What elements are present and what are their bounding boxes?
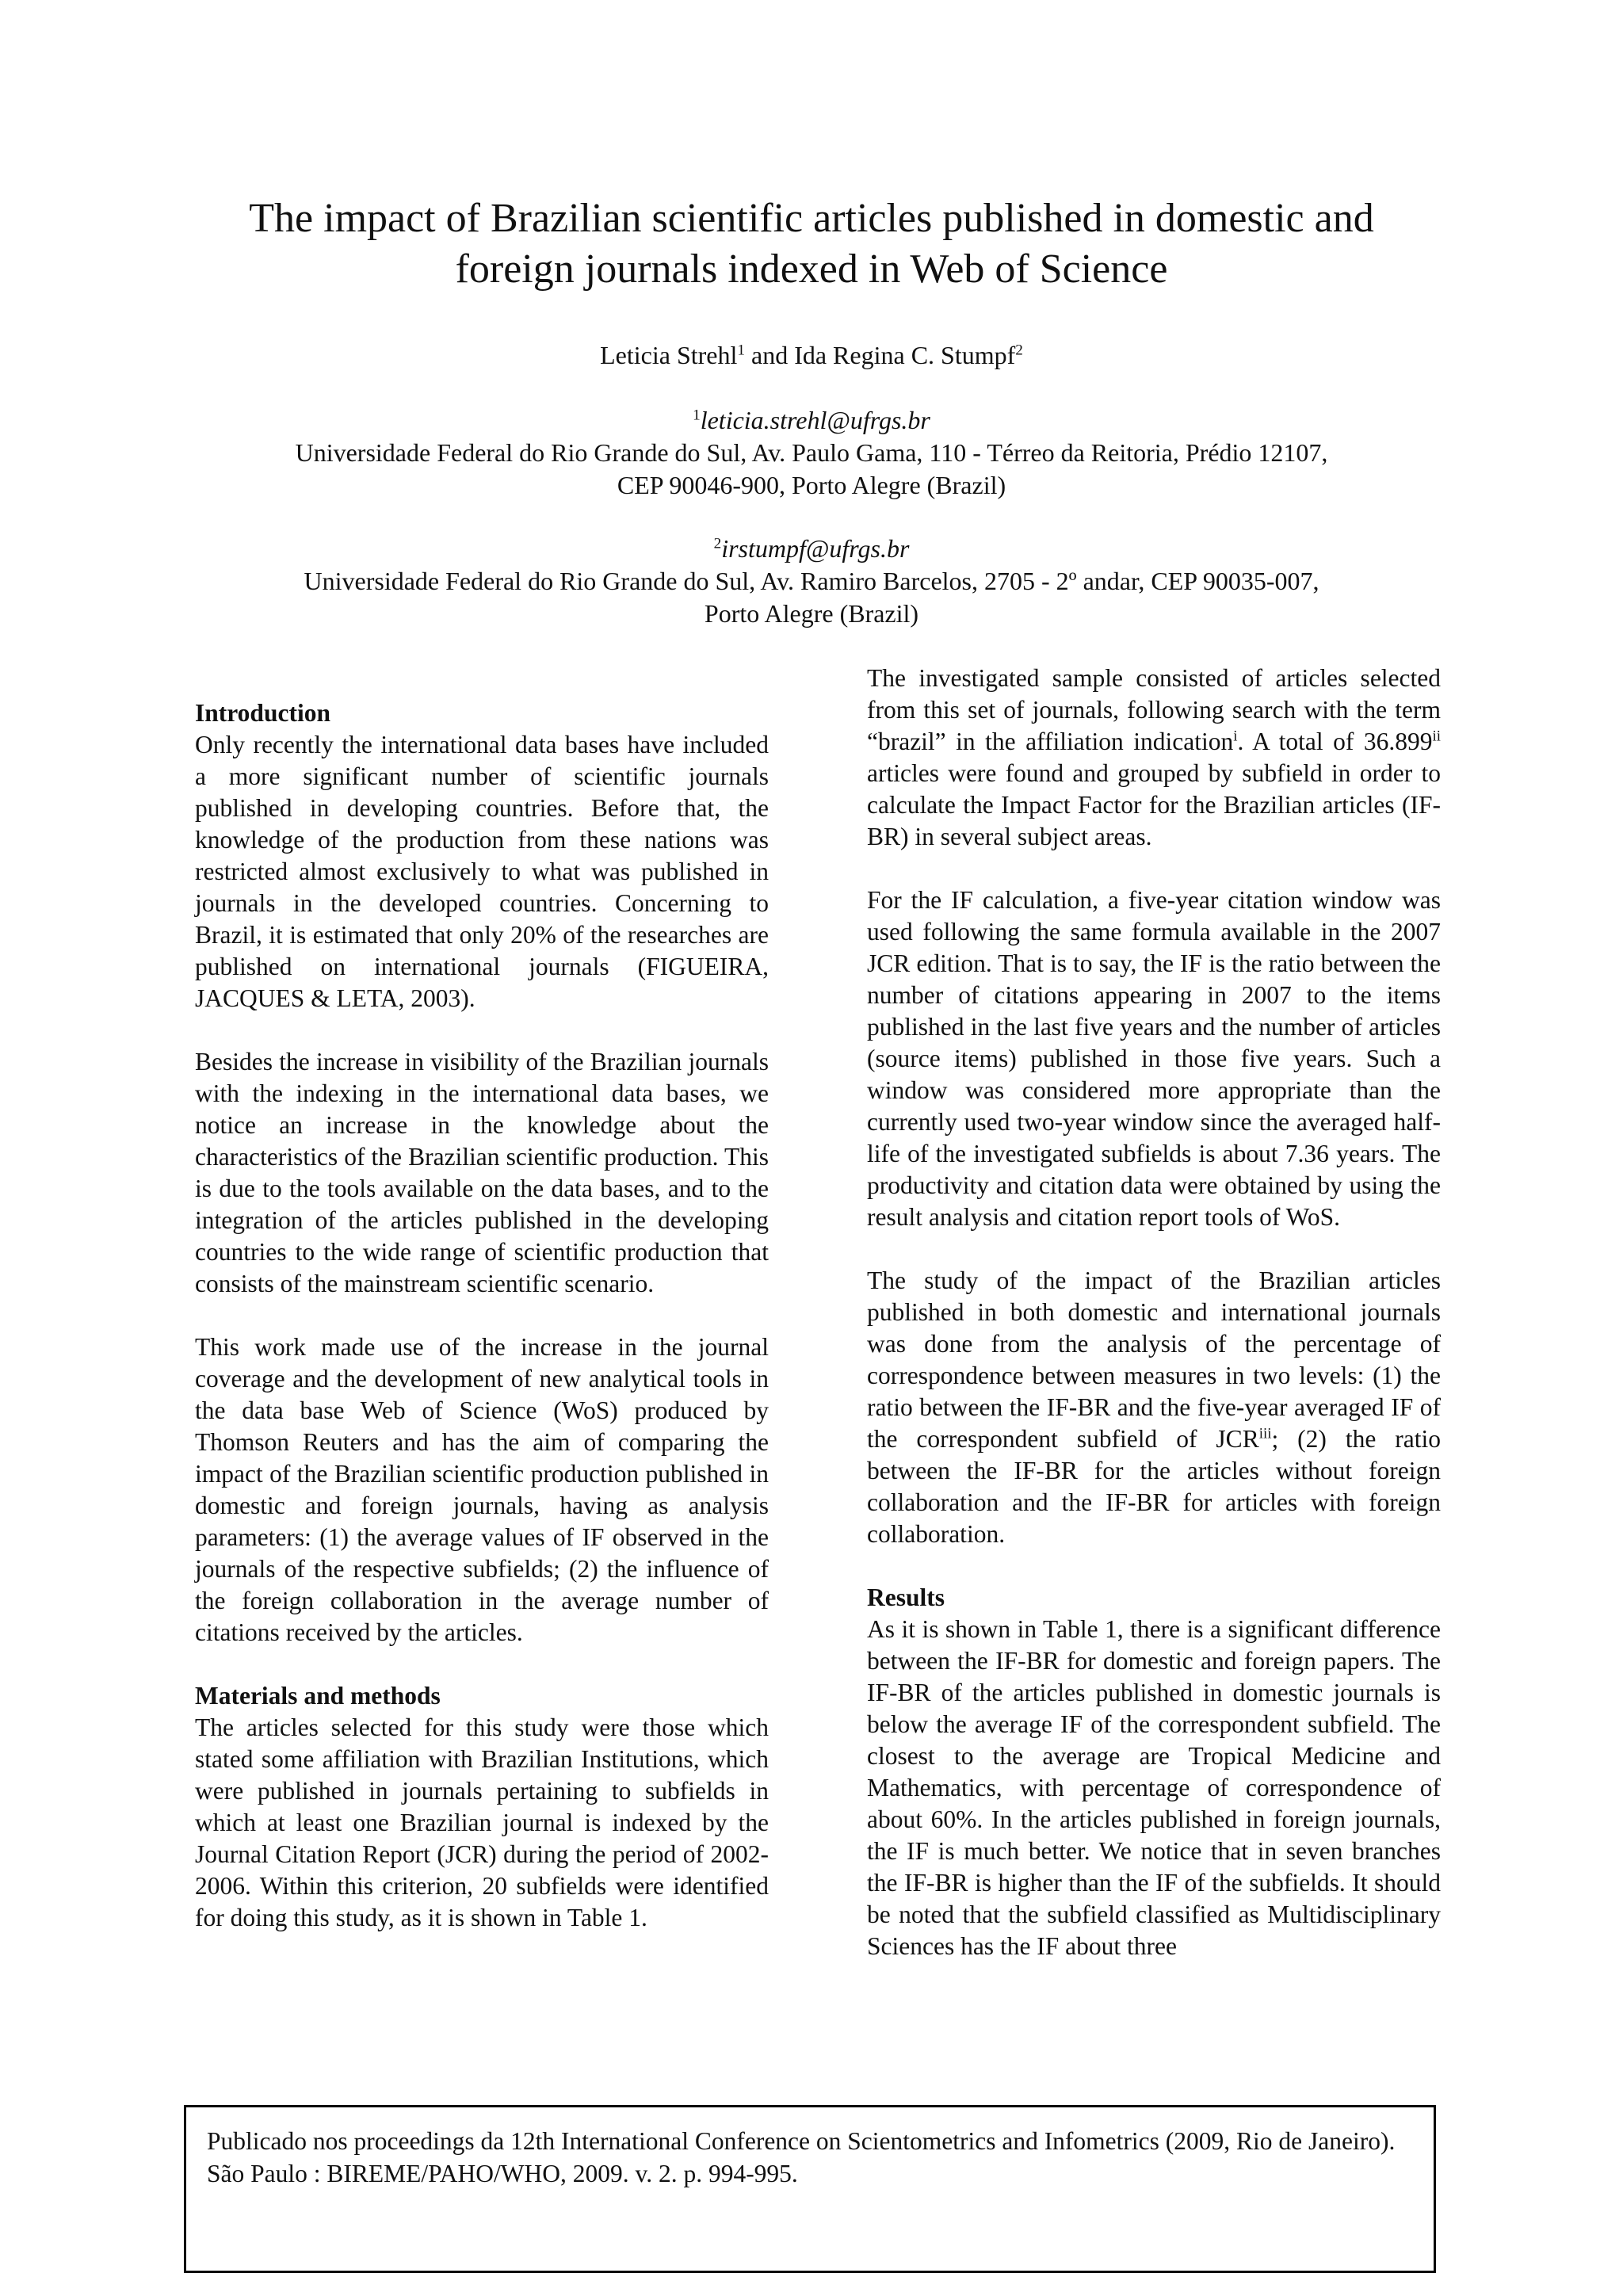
author-1-mark: 1 [737, 342, 745, 359]
left-column [195, 663, 769, 1966]
introduction-paragraph-2: Besides the increase in visibility of the Brazilian journals with the indexing in the international data bases, we notice an increase in the knowledge about the characteristics of the Brazilian scientific production. This is due to the tools available on the data bases, and to the integration of the articles published in the developing countries to the wide range of scientific production that consists of the mainstream scientific scenario. [195, 1048, 769, 1297]
affiliation-1-mark: 1 [693, 407, 701, 424]
methods-p2-part-c: articles were found and grouped by subfield in order to calculate the Impact Factor for the Brazilian articles (IF-BR) in several subject areas. [867, 759, 1441, 850]
affiliation-1-address-line-2: CEP 90046-900, Porto Alegre (Brazil) [617, 471, 1006, 499]
introduction-heading: Introduction [195, 699, 330, 727]
affiliation-2-mark: 2 [713, 535, 722, 552]
methods-paragraph-4 [867, 1265, 1441, 1550]
publication-note-text: Publicado nos proceedings da 12th International Conference on Scientometrics and Infometrics (2009, Rio de Janeiro). São Paulo : BIREME/PAHO/WHO, 2009. v. 2. p. 994-995. [207, 2127, 1396, 2187]
author-line [158, 339, 1465, 371]
methods-p2-part-a: The investigated sample consisted of articles selected from this set of journals, following search with the term “brazil” in the affiliation indication [867, 664, 1441, 755]
affiliation-1 [158, 404, 1465, 502]
affiliation-2-address-line-1: Universidade Federal do Rio Grande do Sul, Av. Ramiro Barcelos, 2705 - 2º andar, CEP 90035-007, [304, 567, 1319, 595]
affiliation-1-address-line-1: Universidade Federal do Rio Grande do Sul, Av. Paulo Gama, 110 - Térreo da Reitoria, Prédio 12107, [295, 438, 1328, 467]
methods-p4-part-a: The study of the impact of the Brazilian articles published in both domestic and international journals was done from the analysis of the percentage of correspondence between measures in two levels: (1) the ratio between the IF-BR and the five-year averaged IF of the correspondent subfield of JCR [867, 1266, 1441, 1453]
endnote-mark-i: i [1233, 728, 1238, 745]
title-line-2: foreign journals indexed in Web of Science [455, 246, 1168, 292]
affiliation-2-address-line-2: Porto Alegre (Brazil) [704, 599, 919, 628]
title-line-1: The impact of Brazilian scientific articles published in domestic and [249, 196, 1374, 241]
results-paragraph-1: As it is shown in Table 1, there is a significant difference between the IF-BR for domestic and foreign papers. The IF-BR of the articles published in domestic journals is below the average IF of the correspondent subfield. The closest to the average are Tropical Medicine and Mathematics, with percentage of correspondence of about 60%. In the articles published in foreign journals, the IF is much better. We notice that in seven branches the IF-BR is higher than the IF of the subfields. It should be noted that the subfield classified as Multidisciplinary Sciences has the IF about three [867, 1615, 1441, 1960]
paper-title [158, 193, 1465, 295]
methods-paragraph-1: The articles selected for this study were those which stated some affiliation with Brazilian Institutions, which were published in journals pertaining to subfields in which at least one Brazilian journal is indexed by the Journal Citation Report (JCR) during the period of 2002-2006. Within this criterion, 20 subfields were identified for doing this study, as it is shown in Table 1. [195, 1713, 769, 1931]
affiliation-1-email: leticia.strehl@ufrgs.br [700, 406, 930, 434]
methods-paragraph-2 [867, 663, 1441, 853]
author-2: Ida Regina C. Stumpf [794, 341, 1016, 369]
endnote-mark-ii: ii [1432, 728, 1441, 745]
introduction-paragraph-3: This work made use of the increase in the journal coverage and the development of new analytical tools in the data base Web of Science (WoS) produced by Thomson Reuters and has the aim of comparing the impact of the Brazilian scientific production published in domestic and foreign journals, having as analysis parameters: (1) the average values of IF observed in the journals of the respective subfields; (2) the influence of the foreign collaboration in the average number of citations received by the articles. [195, 1333, 769, 1646]
affiliation-2-email-line [158, 533, 1465, 565]
right-column [867, 663, 1441, 1994]
affiliation-1-email-line [158, 404, 1465, 437]
introduction-paragraph-1: Only recently the international data bases have included a more significant number of scientific journals published in developing countries. Before that, the knowledge of the production from these nations was restricted almost exclusively to what was published in journals in the developed countries. Concerning to Brazil, it is estimated that only 20% of the researches are published on international journals (FIGUEIRA, JACQUES & LETA, 2003). [195, 731, 769, 1012]
methods-paragraph-3: For the IF calculation, a five-year citation window was used following the same formula available in the 2007 JCR edition. That is to say, the IF is the ratio between the number of citations appearing in 2007 to the items published in the last five years and the number of articles (source items) published in those five years. Such a window was considered more appropriate than the currently used two-year window since the averaged half-life of the investigated subfields is about 7.36 years. The productivity and citation data were obtained by using the result analysis and citation report tools of WoS. [867, 886, 1441, 1231]
author-1: Leticia Strehl [600, 341, 738, 369]
methods-p2-part-b: . A total of 36.899 [1237, 728, 1433, 755]
author-2-mark: 2 [1015, 342, 1023, 359]
endnote-mark-iii: iii [1258, 1425, 1272, 1442]
methods-heading: Materials and methods [195, 1682, 441, 1710]
affiliation-2 [158, 533, 1465, 630]
affiliation-2-email: irstumpf@ufrgs.br [721, 534, 910, 563]
methods-p4-part-b: ; (2) the ratio between the IF-BR for the articles without foreign collaboration and the IF-BR for articles with foreign collaboration. [867, 1425, 1441, 1548]
author-connector: and [744, 341, 795, 369]
results-heading: Results [867, 1584, 945, 1611]
publication-note-box [184, 2105, 1436, 2273]
